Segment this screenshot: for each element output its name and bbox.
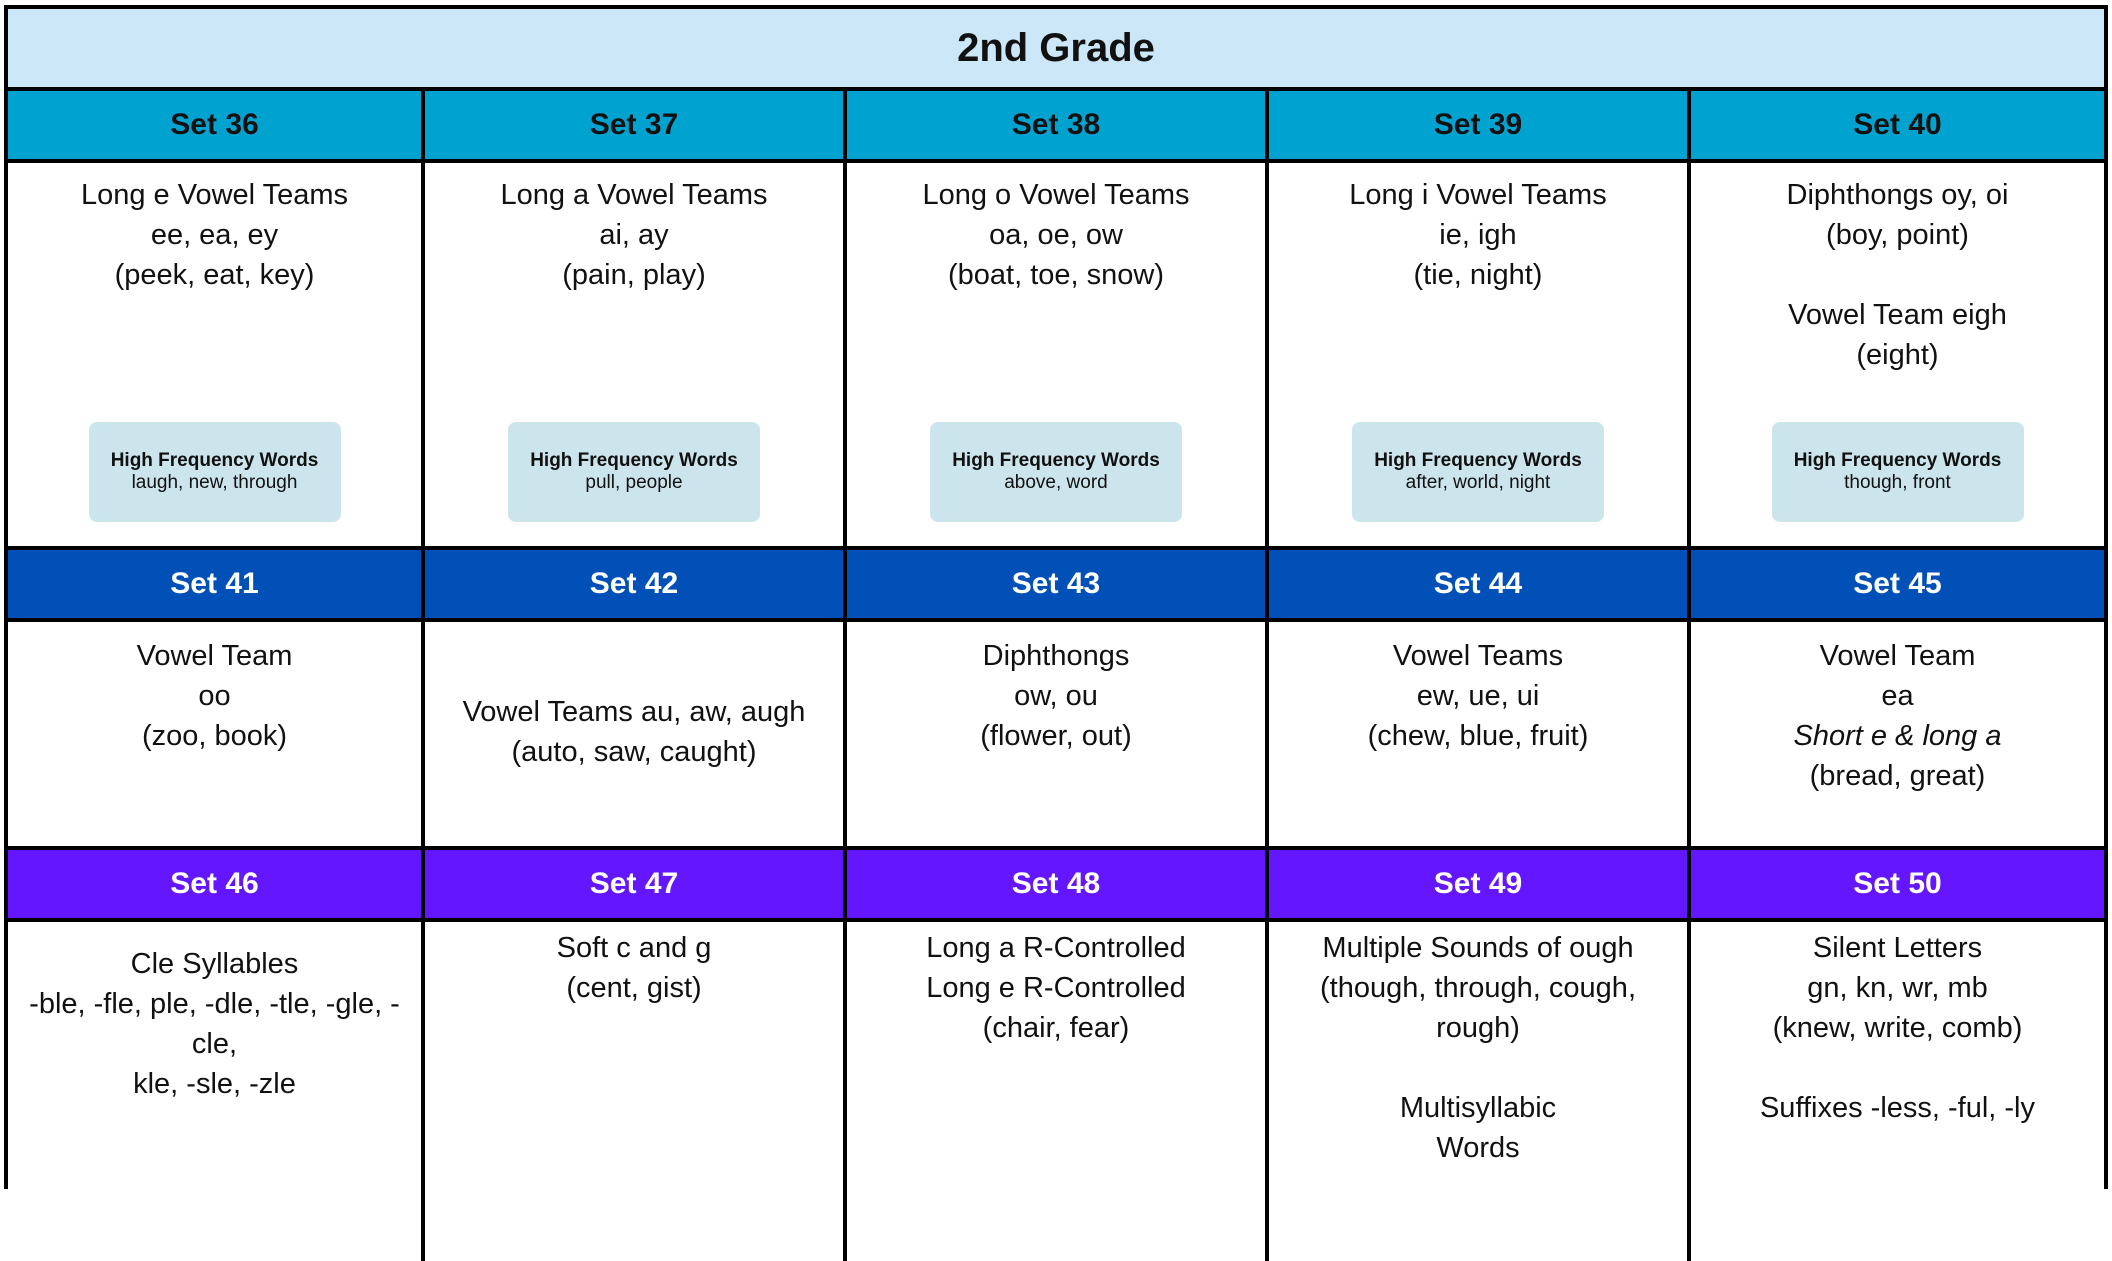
high-frequency-words-box xyxy=(508,422,760,522)
description-line: (auto, saw, caught) xyxy=(511,736,757,768)
description-line: (pain, play) xyxy=(562,259,706,291)
set-header: Set 43 xyxy=(847,550,1269,622)
description-line: ai, ay xyxy=(599,219,669,251)
description-line: (chair, fear) xyxy=(982,1012,1130,1044)
set-header: Set 44 xyxy=(1269,550,1691,622)
phonics-grid xyxy=(4,5,2108,1189)
description-line: Words xyxy=(1436,1132,1520,1164)
set-header: Set 46 xyxy=(8,850,425,922)
description-line: (knew, write, comb) xyxy=(1772,1012,2023,1044)
high-frequency-words-box xyxy=(930,422,1182,522)
description-line: Long a R-Controlled xyxy=(926,932,1186,964)
description-line: (eight) xyxy=(1856,339,1939,371)
description-line: Long o Vowel Teams xyxy=(922,179,1190,211)
description-line: Vowel Team xyxy=(1819,640,1976,672)
set-cell xyxy=(847,622,1269,850)
set-cell xyxy=(1691,163,2104,550)
set-cell xyxy=(8,922,425,1261)
description-line: ow, ou xyxy=(1014,680,1098,712)
grade-title: 2nd Grade xyxy=(957,25,1155,70)
description-line: (bread, great) xyxy=(1809,760,1986,792)
hfw-words: pull, people xyxy=(585,472,683,493)
hfw-title: High Frequency Words xyxy=(110,450,319,471)
description-line: Vowel Team eigh xyxy=(1788,299,2007,331)
set-header: Set 47 xyxy=(425,850,847,922)
set-cell xyxy=(8,163,425,550)
description-line: Soft c and g xyxy=(556,932,712,964)
grade-title-bar xyxy=(8,9,2104,91)
description-line: (cent, gist) xyxy=(566,972,702,1004)
description-line: Vowel Team xyxy=(136,640,293,672)
set-cell xyxy=(425,622,847,850)
description-line: rough) xyxy=(1436,1012,1520,1044)
set-cell xyxy=(425,922,847,1261)
hfw-words: above, word xyxy=(1004,472,1108,493)
set-header: Set 41 xyxy=(8,550,425,622)
description-line: oo xyxy=(198,680,231,712)
set-description xyxy=(1269,163,1687,295)
description-line: kle, -sle, -zle xyxy=(133,1068,296,1100)
hfw-title: High Frequency Words xyxy=(1374,450,1582,471)
hfw-title: High Frequency Words xyxy=(1793,450,2002,471)
description-line: ie, igh xyxy=(1439,219,1517,251)
hfw-words: though, front xyxy=(1844,472,1951,493)
description-line: Suffixes -less, -ful, -ly xyxy=(1759,1092,2036,1124)
description-line: Multiple Sounds of ough xyxy=(1322,932,1634,964)
set-header: Set 36 xyxy=(8,91,425,163)
set-description xyxy=(1691,922,2104,1128)
description-line: Short e & long a xyxy=(1793,720,2002,752)
hfw-words: after, world, night xyxy=(1405,472,1551,493)
set-description xyxy=(425,622,843,772)
description-line: Multisyllabic xyxy=(1399,1092,1557,1124)
set-header: Set 39 xyxy=(1269,91,1691,163)
description-line: (though, through, cough, xyxy=(1319,972,1636,1004)
description-line: Cle Syllables xyxy=(130,948,299,980)
set-header: Set 42 xyxy=(425,550,847,622)
set-description xyxy=(847,163,1265,295)
high-frequency-words-box xyxy=(1772,422,2024,522)
spacer-line xyxy=(1699,255,2096,295)
set-description xyxy=(847,622,1265,756)
description-line: Vowel Teams au, aw, augh xyxy=(462,696,806,728)
description-line: oa, oe, ow xyxy=(989,219,1123,251)
set-cell xyxy=(1269,163,1691,550)
set-cell xyxy=(1269,922,1691,1261)
set-description xyxy=(1269,622,1687,756)
description-line: Long i Vowel Teams xyxy=(1349,179,1607,211)
description-line: gn, kn, wr, mb xyxy=(1807,972,1988,1004)
set-header: Set 45 xyxy=(1691,550,2104,622)
description-line: -ble, -fle, ple, -dle, -tle, -gle, -cle, xyxy=(29,988,400,1060)
set-cell xyxy=(8,622,425,850)
hfw-title: High Frequency Words xyxy=(952,450,1160,471)
set-description xyxy=(1691,163,2104,375)
set-description xyxy=(1691,622,2104,796)
set-header: Set 38 xyxy=(847,91,1269,163)
set-header: Set 49 xyxy=(1269,850,1691,922)
description-line: ee, ea, ey xyxy=(150,219,279,251)
spacer-line xyxy=(1277,1048,1679,1088)
description-line: (boy, point) xyxy=(1826,219,1969,251)
hfw-words: laugh, new, through xyxy=(131,472,298,493)
description-line: Long a Vowel Teams xyxy=(500,179,768,211)
spacer-line xyxy=(1699,1048,2096,1088)
description-line: (peek, eat, key) xyxy=(114,259,315,291)
description-line: ew, ue, ui xyxy=(1416,680,1540,712)
set-header: Set 40 xyxy=(1691,91,2104,163)
high-frequency-words-box xyxy=(1352,422,1604,522)
description-line: (tie, night) xyxy=(1413,259,1543,291)
set-cell xyxy=(1269,622,1691,850)
set-cell xyxy=(847,922,1269,1261)
set-header: Set 48 xyxy=(847,850,1269,922)
set-description xyxy=(8,622,421,756)
set-cell xyxy=(847,163,1269,550)
description-line: (flower, out) xyxy=(980,720,1132,752)
set-cell xyxy=(1691,922,2104,1261)
description-line: (zoo, book) xyxy=(141,720,288,752)
set-description xyxy=(425,163,843,295)
description-line: Silent Letters xyxy=(1812,932,1983,964)
description-line: (boat, toe, snow) xyxy=(948,259,1164,291)
set-cell xyxy=(1691,622,2104,850)
description-line: Diphthongs xyxy=(982,640,1130,672)
set-description xyxy=(847,922,1265,1048)
set-description xyxy=(8,922,421,1104)
description-line: ea xyxy=(1881,680,1914,712)
description-line: Long e R-Controlled xyxy=(926,972,1186,1004)
set-cell xyxy=(425,163,847,550)
set-header: Set 37 xyxy=(425,91,847,163)
hfw-title: High Frequency Words xyxy=(530,450,738,471)
description-line: Vowel Teams xyxy=(1392,640,1564,672)
set-header: Set 50 xyxy=(1691,850,2104,922)
set-description xyxy=(425,922,843,1008)
description-line: Diphthongs oy, oi xyxy=(1786,179,2009,211)
description-line: (chew, blue, fruit) xyxy=(1367,720,1589,752)
set-description xyxy=(8,163,421,295)
description-line: Long e Vowel Teams xyxy=(80,179,349,211)
set-description xyxy=(1269,922,1687,1168)
high-frequency-words-box xyxy=(89,422,341,522)
